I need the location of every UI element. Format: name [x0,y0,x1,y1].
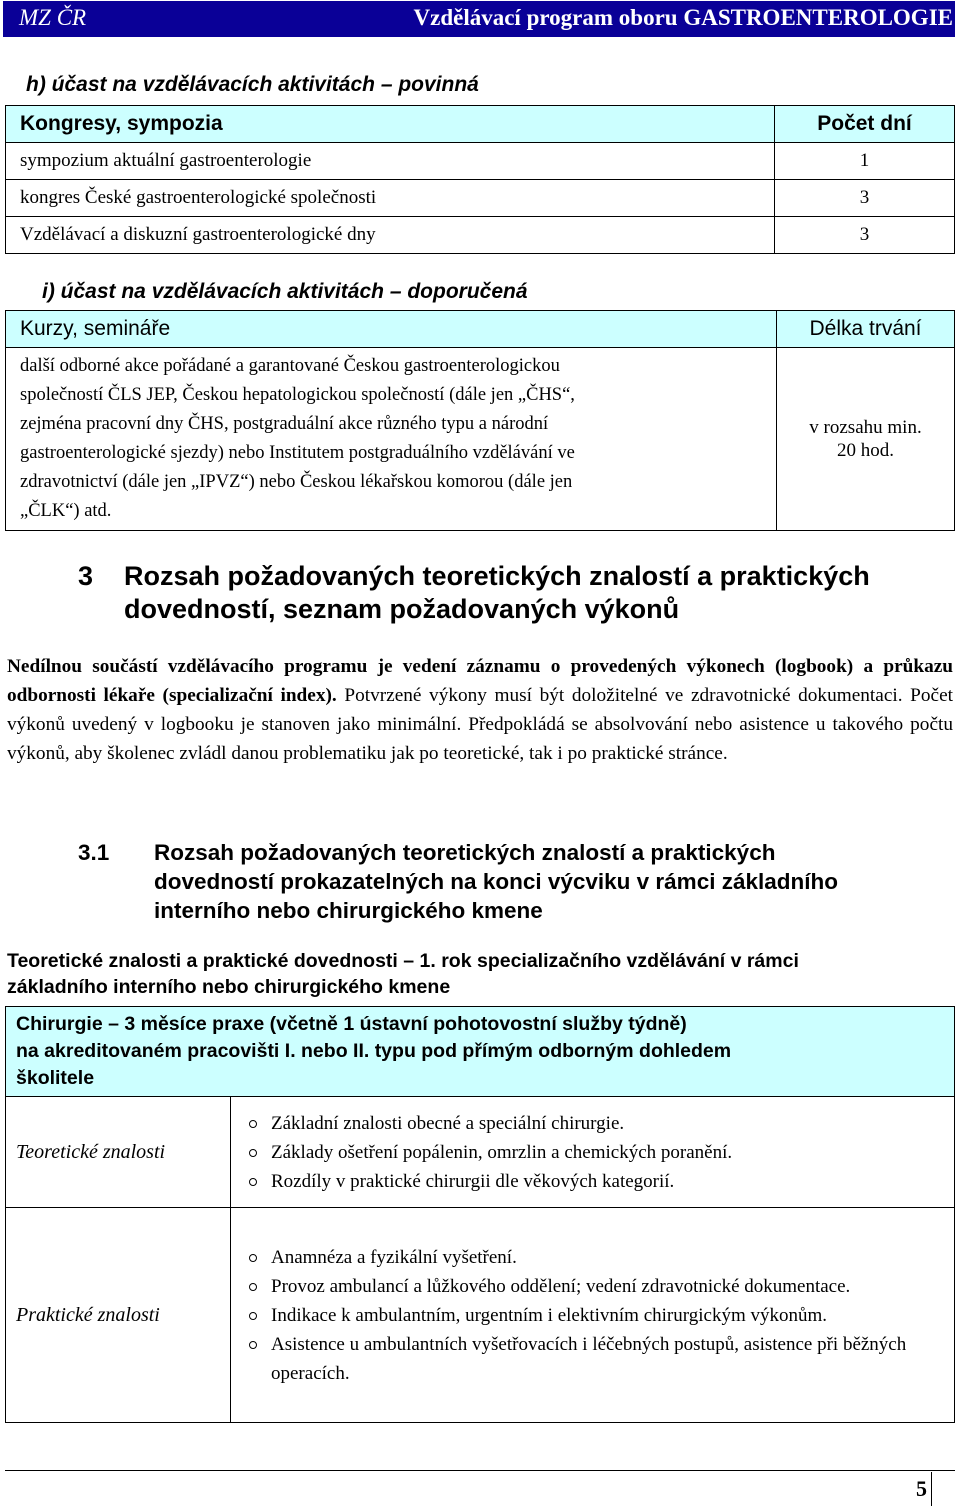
list-item: Asistence u ambulantních vyšetřovacích i léčebných postupů, asistence při běžných operacích. [231,1330,944,1388]
section-h-table [5,105,955,254]
section-i-heading: i) účast na vzdělávacích aktivitách – doporučená [42,280,528,303]
section-3-1-title [154,838,838,925]
table-row [6,1097,955,1208]
header-title: Vzdělávací program oboru GASTROENTEROLOGIE [413,5,953,30]
section-i-table [5,310,955,531]
surgery-title-line: na akreditovaném pracovišti I. nebo II. typu pod přímým odborným dohledem [16,1040,732,1062]
table-row [6,217,955,254]
theory-content [231,1097,955,1208]
header-left: MZ ČR [19,5,87,30]
description-line: zejména pracovní dny ČHS, postgraduální akce různého typu a národní [20,414,549,434]
title-line: interního nebo chirurgického kmene [154,898,543,923]
surgery-title [6,1007,955,1097]
title-line: dovedností prokazatelných na konci výcviku v rámci základního [154,869,838,894]
description-line: zdravotnictví (dále jen „IPVZ“) nebo Českou lékařskou komorou (dále jen [20,472,573,492]
list-item: Základní znalosti obecné a speciální chirurgie. [231,1109,944,1138]
surgery-title-line: školitele [16,1067,95,1089]
row-days: 3 [775,217,955,254]
subheading-line: základního interního nebo chirurgického kmene [7,976,451,998]
theory-label: Teoretické znalosti [6,1097,231,1208]
course-description [6,348,777,531]
list-item: Rozdíly v praktické chirurgii dle věkových kategorií. [231,1167,944,1196]
practice-label: Praktické znalosti [6,1208,231,1423]
list-item: Anamnéza a fyzikální vyšetření. [231,1243,944,1272]
description-line: další odborné akce pořádané a garantované Českou gastroenterologickou [20,356,560,376]
description-line: gastroenterologické sjezdy) nebo Institutem postgraduálního vzdělávání ve [20,443,575,463]
footer-divider [5,1470,955,1471]
logbook-paragraph [7,652,953,768]
section-h-heading: h) účast na vzdělávacích aktivitách – povinná [26,73,479,96]
surgery-header-row [6,1007,955,1097]
section-3-1-number: 3.1 [78,840,110,865]
section-3-title [124,560,870,626]
title-line: Rozsah požadovaných teoretických znalostí a praktických [154,840,776,865]
list-item: Indikace k ambulantním, urgentním i elektivním chirurgickým výkonům. [231,1301,944,1330]
first-year-subheading [7,948,799,1000]
title-line: dovedností, seznam požadovaných výkonů [124,594,680,624]
col-days: Počet dní [775,106,955,143]
row-name: Vzdělávací a diskuzní gastroenterologické dny [6,217,775,254]
table-row [6,180,955,217]
course-duration [777,348,955,531]
list-item: Základy ošetření popálenin, omrzlin a chemických poranění. [231,1138,944,1167]
section-3-number: 3 [78,561,94,591]
footer-box [5,1472,932,1506]
practice-list [231,1243,954,1388]
paragraph-bold: Nedílnou součástí vzdělávacího programu je vedení záznamu o provedených výkonech (logbook) a průkazu odbornosti lékaře (specializační index). [7,656,953,706]
row-days: 3 [775,180,955,217]
list-item: Provoz ambulancí a lůžkového oddělení; vedení zdravotnické dokumentace. [231,1272,944,1301]
surgery-title-line: Chirurgie – 3 měsíce praxe (včetně 1 ústavní pohotovostní služby týdně) [16,1013,687,1035]
table-row [6,1208,955,1423]
header-bar [3,1,955,37]
table-row [6,348,955,531]
theory-list [231,1109,954,1196]
practice-content [231,1208,955,1423]
description-line: společností ČLS JEP, Českou hepatologickou společností (dále jen „ČHS“, [20,385,575,405]
surgery-table [5,1006,955,1423]
row-name: kongres České gastroenterologické společnosti [6,180,775,217]
subheading-line: Teoretické znalosti a praktické dovednosti – 1. rok specializačního vzdělávání v rámci [7,950,799,972]
table-row [6,143,955,180]
description-line: „ČLK“) atd. [20,501,112,521]
row-days: 1 [775,143,955,180]
table-header-row [6,311,955,348]
duration-line: v rozsahu min. [809,417,922,438]
duration-line: 20 hod. [837,440,894,461]
title-line: Rozsah požadovaných teoretických znalostí a praktických [124,561,870,591]
col-congresses: Kongresy, sympozia [6,106,775,143]
col-courses: Kurzy, semináře [6,311,777,348]
page-number: 5 [916,1476,927,1501]
row-name: sympozium aktuální gastroenterologie [6,143,775,180]
paragraph-normal: Potvrzené výkony musí být doložitelné ve zdravotnické dokumentaci. Počet výkonů uvedený v logbooku je stanoven jako minimální. Předpokládá se absolvování nebo asistence u takového počtu výkonů, aby školenec zvládl danou problematiku jak po teoretické, tak i po praktické stránce. [7,685,954,764]
table-header-row [6,106,955,143]
col-duration: Délka trvání [777,311,955,348]
